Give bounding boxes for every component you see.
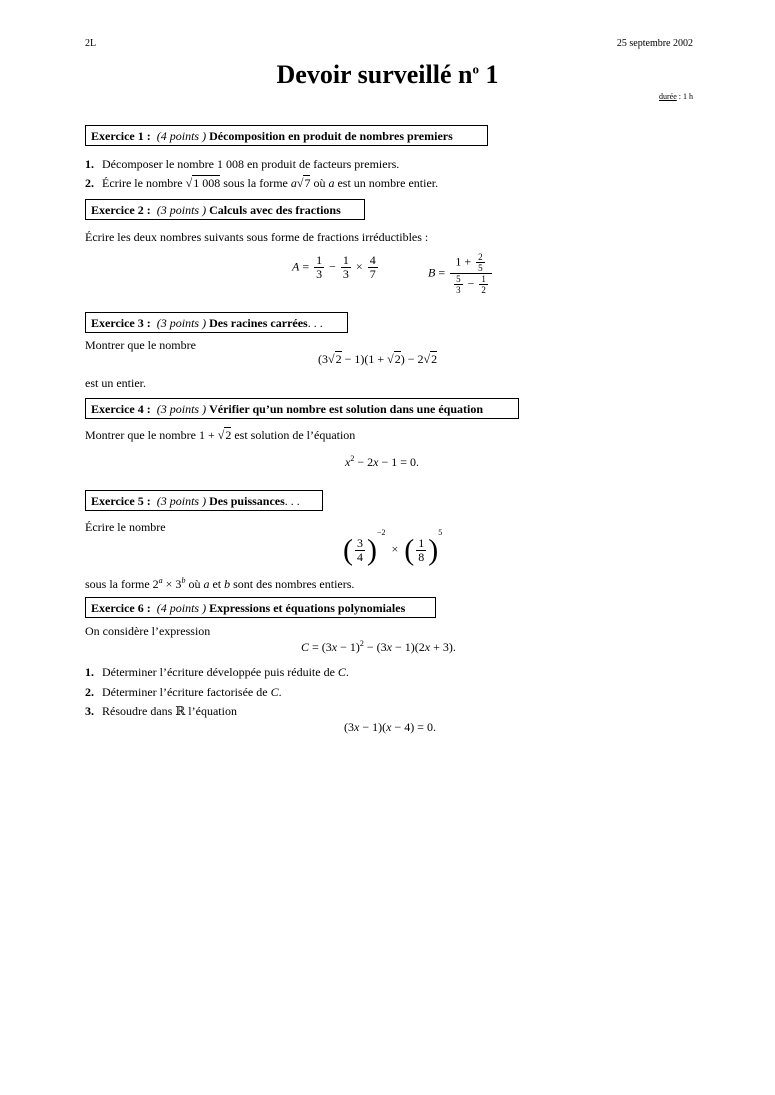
exercise-2-points: (3 points ) xyxy=(156,203,207,217)
equation-end: = 0. xyxy=(400,455,419,469)
question-text: Déterminer l’écriture développée puis réduite de xyxy=(102,665,338,679)
exercise-4-header xyxy=(85,398,519,419)
sqrt-symbol: √1 008 xyxy=(185,176,221,190)
title-sup: o xyxy=(472,61,479,77)
page-title xyxy=(0,60,775,90)
exercise-5-points: (3 points ) xyxy=(156,494,207,508)
sqrt-symbol: √2 xyxy=(217,428,232,442)
exercise-2-intro: Écrire les deux nombres suivants sous forme de fractions irréductibles : xyxy=(85,230,429,244)
fraction: 1 + $\frac{2}{5}$ $\frac{5}{3}$ − $\frac{1}{2}$ xyxy=(450,252,492,295)
exercise-3-topic: Des racines carrées xyxy=(209,316,308,330)
exercise-1-topic: Décomposition en produit de nombres premiers xyxy=(209,129,453,143)
exercise-6-intro: On considère l’expression xyxy=(85,624,211,638)
sqrt-radicand: 1 008 xyxy=(193,176,221,190)
duration-label: durée xyxy=(659,92,677,101)
fraction: $\frac{1}{3}$ xyxy=(342,253,349,281)
exercise-6-question-1: 1. Déterminer l’écriture développée puis réduite de C. xyxy=(85,665,349,679)
exercise-3-label: Exercice 3 : xyxy=(91,316,151,330)
exercise-5-topic: Des puissances xyxy=(209,494,285,508)
exercise-5-header xyxy=(85,490,323,511)
question-text: sous la forme xyxy=(220,176,291,190)
intro-text: est solution de l’équation xyxy=(231,428,356,442)
question-text: est un nombre entier. xyxy=(334,176,439,190)
exercise-4-label: Exercice 4 : xyxy=(91,402,151,416)
exercise-3-header xyxy=(85,312,348,333)
exercise-6-topic: Expressions et équations polynomiales xyxy=(209,601,406,615)
exercise-4-points: (3 points ) xyxy=(156,402,207,416)
question-text: Décomposer le nombre 1 008 en produit de facteurs premiers. xyxy=(102,157,400,171)
exercise-6-header xyxy=(85,597,436,618)
math-var: B xyxy=(428,265,436,280)
exercise-1-question-2 xyxy=(85,176,438,190)
equation-ex5: ( $\frac{3}{4}$ )$^{-2}$ × ( $\frac{1}{8}$ )$^5$ xyxy=(343,528,443,567)
exercise-3-topic-dots: . . . xyxy=(307,316,323,330)
exercise-3-intro: Montrer que le nombre xyxy=(85,338,196,352)
duration xyxy=(659,92,693,101)
question-text: où xyxy=(310,176,329,190)
exercise-3-points: (3 points ) xyxy=(156,316,207,330)
exercise-1-header xyxy=(85,125,488,146)
question-number: 2. xyxy=(85,685,94,699)
exercise-6-question-3 xyxy=(85,704,237,718)
outro-text: × 3 xyxy=(162,577,182,591)
title-main: Devoir surveillé n xyxy=(276,60,473,89)
class-label: 2L xyxy=(85,38,97,49)
equation-C: $C = (3x - 1)^2 - (3x - 1)(2x + 3)$. xyxy=(301,639,456,654)
exercise-2-header xyxy=(85,199,365,220)
fraction: $\frac{4}{7}$ xyxy=(369,253,376,281)
question-number: 1. xyxy=(85,157,94,171)
intro-text: Montrer que le nombre 1 + xyxy=(85,428,218,442)
outro-text: et xyxy=(209,577,225,591)
fraction: $\frac{1}{3}$ xyxy=(316,253,323,281)
equation-A: A = $\frac{1}{3}$ − $\frac{1}{3}$ × $\frac{4}{7}$ xyxy=(292,253,376,281)
title-num: 1 xyxy=(485,60,499,89)
exercise-5-intro: Écrire le nombre xyxy=(85,520,166,534)
question-number: 2. xyxy=(85,176,94,190)
exercise-1-points: (4 points ) xyxy=(156,129,207,143)
equation-ex3: (3√2 − 1)(1 + √2) − 2√2 xyxy=(318,352,438,366)
exercise-5-topic-dots: . . . xyxy=(284,494,300,508)
sqrt-radicand: 7 xyxy=(304,176,311,190)
math-var: a xyxy=(290,176,297,190)
exercise-6-label: Exercice 6 : xyxy=(91,601,151,615)
equation-ex4: $x^2 - 2x - 1 = 0$. xyxy=(345,454,419,469)
date: 25 septembre 2002 xyxy=(616,38,693,49)
question-number: 3. xyxy=(85,704,94,718)
exercise-5-label: Exercice 5 : xyxy=(91,494,151,508)
exercise-6-question-2: 2. Déterminer l’écriture factorisée de C. xyxy=(85,685,282,699)
duration-value: : 1 h xyxy=(676,92,693,101)
exercise-4-intro xyxy=(85,428,355,442)
outro-text: sous la forme 2 xyxy=(85,577,159,591)
math-var: A xyxy=(292,259,300,274)
question-text: Résoudre dans ℝ l’équation xyxy=(102,704,237,718)
outro-text: sont des nombres entiers. xyxy=(230,577,355,591)
question-text: Écrire le nombre xyxy=(102,176,186,190)
exercise-2-label: Exercice 2 : xyxy=(91,203,151,217)
math-var: a xyxy=(328,176,335,190)
sqrt-symbol: √7 xyxy=(296,176,311,190)
exercise-1-label: Exercice 1 : xyxy=(91,129,151,143)
exercise-2-topic: Calculs avec des fractions xyxy=(209,203,341,217)
exercise-1-question-1 xyxy=(85,157,399,171)
exercise-5-outro: sous la forme $2^a \times 3^b$ où a et b sont des nombres entiers. xyxy=(85,576,355,591)
equation-ex6: (3x − 1)(x − 4) = 0. xyxy=(344,720,436,734)
question-text: Déterminer l’écriture factorisée de xyxy=(102,685,271,699)
outro-text: où xyxy=(185,577,204,591)
exercise-3-outro: est un entier. xyxy=(85,376,146,390)
question-number: 1. xyxy=(85,665,94,679)
equation-B: B = 1 + $\frac{2}{5}$ $\frac{5}{3}$ − $\frac{1}{2}$ xyxy=(428,252,494,295)
exercise-4-topic: Vérifier qu’un nombre est solution dans une équation xyxy=(209,402,484,416)
exercise-6-points: (4 points ) xyxy=(156,601,207,615)
